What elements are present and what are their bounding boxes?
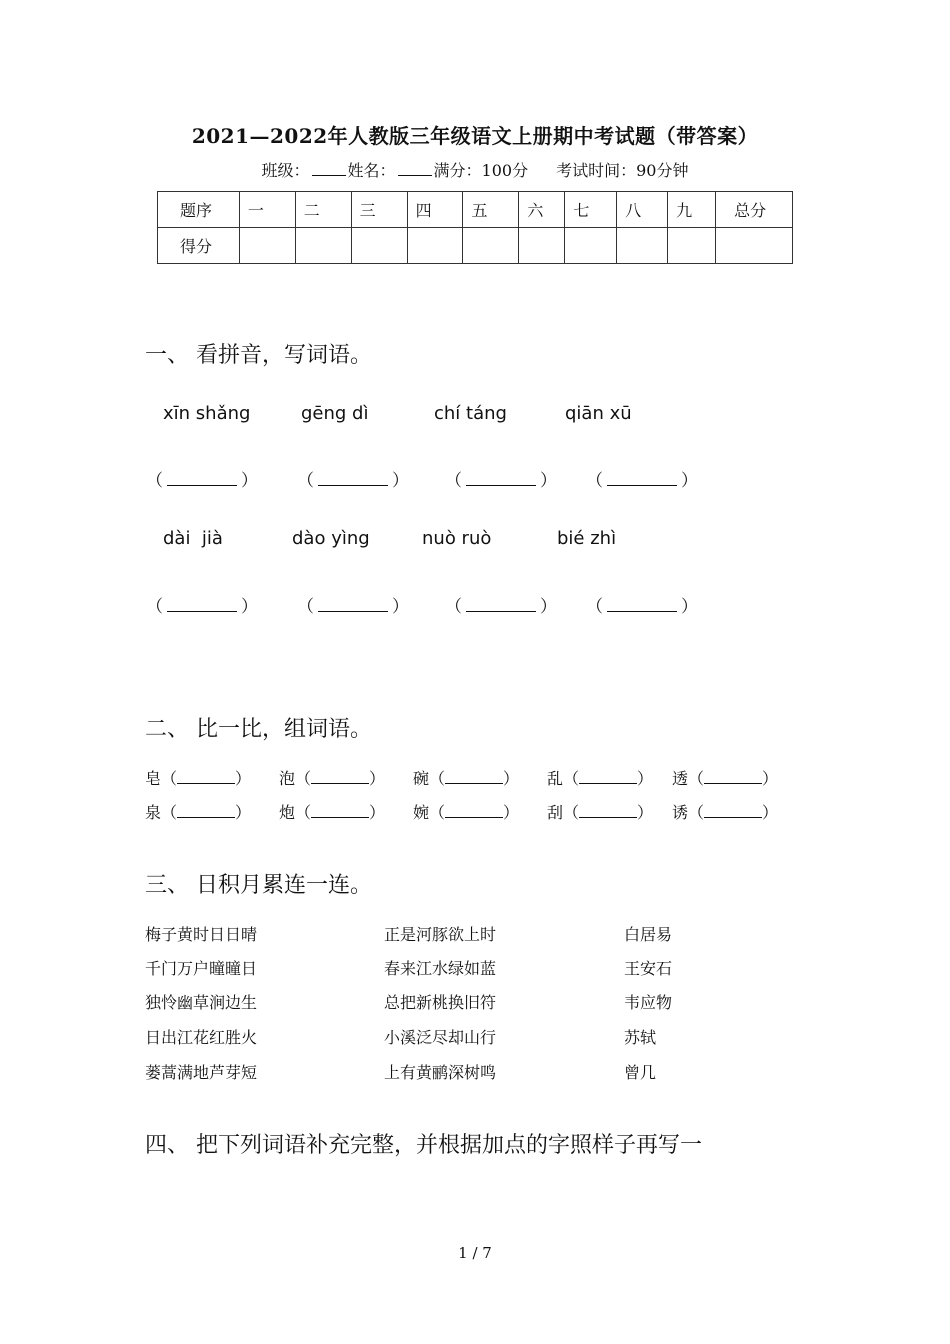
poet-name[interactable]: 曾几 <box>624 1063 657 1082</box>
score-cell[interactable] <box>239 228 295 264</box>
pinyin: xīn shǎng <box>163 403 251 424</box>
poem-line[interactable]: 蒌蒿满地芦芽短 <box>145 1063 258 1082</box>
page-title: 2021—2022年人教版三年级语文上册期中考试题（带答案） <box>191 124 759 148</box>
class-blank <box>312 161 346 176</box>
score-cell[interactable] <box>716 228 793 264</box>
class-label: 班级： <box>261 161 310 180</box>
pinyin: dào yìng <box>292 528 370 549</box>
compare-item[interactable]: 泡（ ） <box>279 769 386 788</box>
pinyin: bié zhì <box>557 528 617 549</box>
poet-name[interactable]: 白居易 <box>624 925 673 944</box>
header-cell: 二 <box>295 192 351 228</box>
answer-blank[interactable]: （ ） <box>297 471 409 491</box>
score-table-header-row <box>158 192 793 228</box>
name-label: 姓名： <box>347 161 396 180</box>
compare-item[interactable]: 炮（ ） <box>279 803 386 822</box>
header-cell: 六 <box>519 192 565 228</box>
poet-name[interactable]: 韦应物 <box>624 993 673 1012</box>
answer-blank[interactable]: （ ） <box>445 597 557 617</box>
header-cell: 九 <box>668 192 716 228</box>
pinyin: chí táng <box>434 403 507 424</box>
poet-name[interactable]: 王安石 <box>624 959 673 978</box>
poem-line[interactable]: 春来江水绿如蓝 <box>384 959 497 978</box>
score-cell[interactable] <box>668 228 716 264</box>
poem-line[interactable]: 独怜幽草涧边生 <box>145 993 258 1012</box>
compare-item[interactable]: 婉（ ） <box>413 803 520 822</box>
pinyin: nuò ruò <box>422 528 492 549</box>
header-cell: 四 <box>407 192 463 228</box>
section1-heading: 一、 看拼音，写词语。 <box>145 343 372 368</box>
compare-item[interactable]: 刮（ ） <box>547 803 654 822</box>
answer-blank[interactable]: （ ） <box>445 471 557 491</box>
poet-name[interactable]: 苏轼 <box>624 1028 657 1047</box>
poem-line[interactable]: 日出江花红胜火 <box>145 1028 258 1047</box>
name-blank <box>398 161 432 176</box>
row-label: 得分 <box>158 228 240 264</box>
score-table-score-row <box>158 228 793 264</box>
compare-item[interactable]: 皂（ ） <box>145 769 252 788</box>
compare-item[interactable]: 乱（ ） <box>547 769 654 788</box>
score-cell[interactable] <box>295 228 351 264</box>
page-number: 1 / 7 <box>458 1244 492 1262</box>
exam-time: 考试时间：90分钟 <box>556 161 689 180</box>
poem-line[interactable]: 千门万户曈曈日 <box>145 959 258 978</box>
poem-line[interactable]: 上有黄鹂深树鸣 <box>384 1063 497 1082</box>
answer-blank[interactable]: （ ） <box>146 471 258 491</box>
exam-info <box>0 158 950 181</box>
header-cell: 总分 <box>716 192 793 228</box>
answer-blank[interactable]: （ ） <box>586 597 698 617</box>
score-cell[interactable] <box>407 228 463 264</box>
pinyin: gēng dì <box>301 403 369 424</box>
header-cell: 七 <box>565 192 617 228</box>
score-cell[interactable] <box>519 228 565 264</box>
score-cell[interactable] <box>463 228 519 264</box>
answer-blank[interactable]: （ ） <box>297 597 409 617</box>
compare-item[interactable]: 碗（ ） <box>413 769 520 788</box>
poem-line[interactable]: 小溪泛尽却山行 <box>384 1028 497 1047</box>
compare-item[interactable]: 诱（ ） <box>672 803 779 822</box>
section4-heading: 四、 把下列词语补充完整，并根据加点的字照样子再写一 <box>145 1133 702 1158</box>
score-cell[interactable] <box>351 228 407 264</box>
compare-item[interactable]: 泉（ ） <box>145 803 252 822</box>
score-cell[interactable] <box>617 228 668 264</box>
header-cell: 五 <box>463 192 519 228</box>
poem-line[interactable]: 总把新桃换旧符 <box>384 993 497 1012</box>
section3-heading: 三、 日积月累连一连。 <box>145 873 372 898</box>
poem-line[interactable]: 正是河豚欲上时 <box>384 925 497 944</box>
score-cell[interactable] <box>565 228 617 264</box>
answer-blank[interactable]: （ ） <box>586 471 698 491</box>
poem-line[interactable]: 梅子黄时日日晴 <box>145 925 258 944</box>
pinyin: dài jià <box>163 528 223 549</box>
header-cell: 三 <box>351 192 407 228</box>
section2-heading: 二、 比一比，组词语。 <box>145 717 372 742</box>
full-score: 满分：100分 <box>433 161 529 180</box>
score-table <box>157 191 793 264</box>
compare-item[interactable]: 透（ ） <box>672 769 779 788</box>
pinyin: qiān xū <box>565 403 632 424</box>
header-cell: 一 <box>239 192 295 228</box>
answer-blank[interactable]: （ ） <box>146 597 258 617</box>
header-cell: 题序 <box>158 192 240 228</box>
header-cell: 八 <box>617 192 668 228</box>
